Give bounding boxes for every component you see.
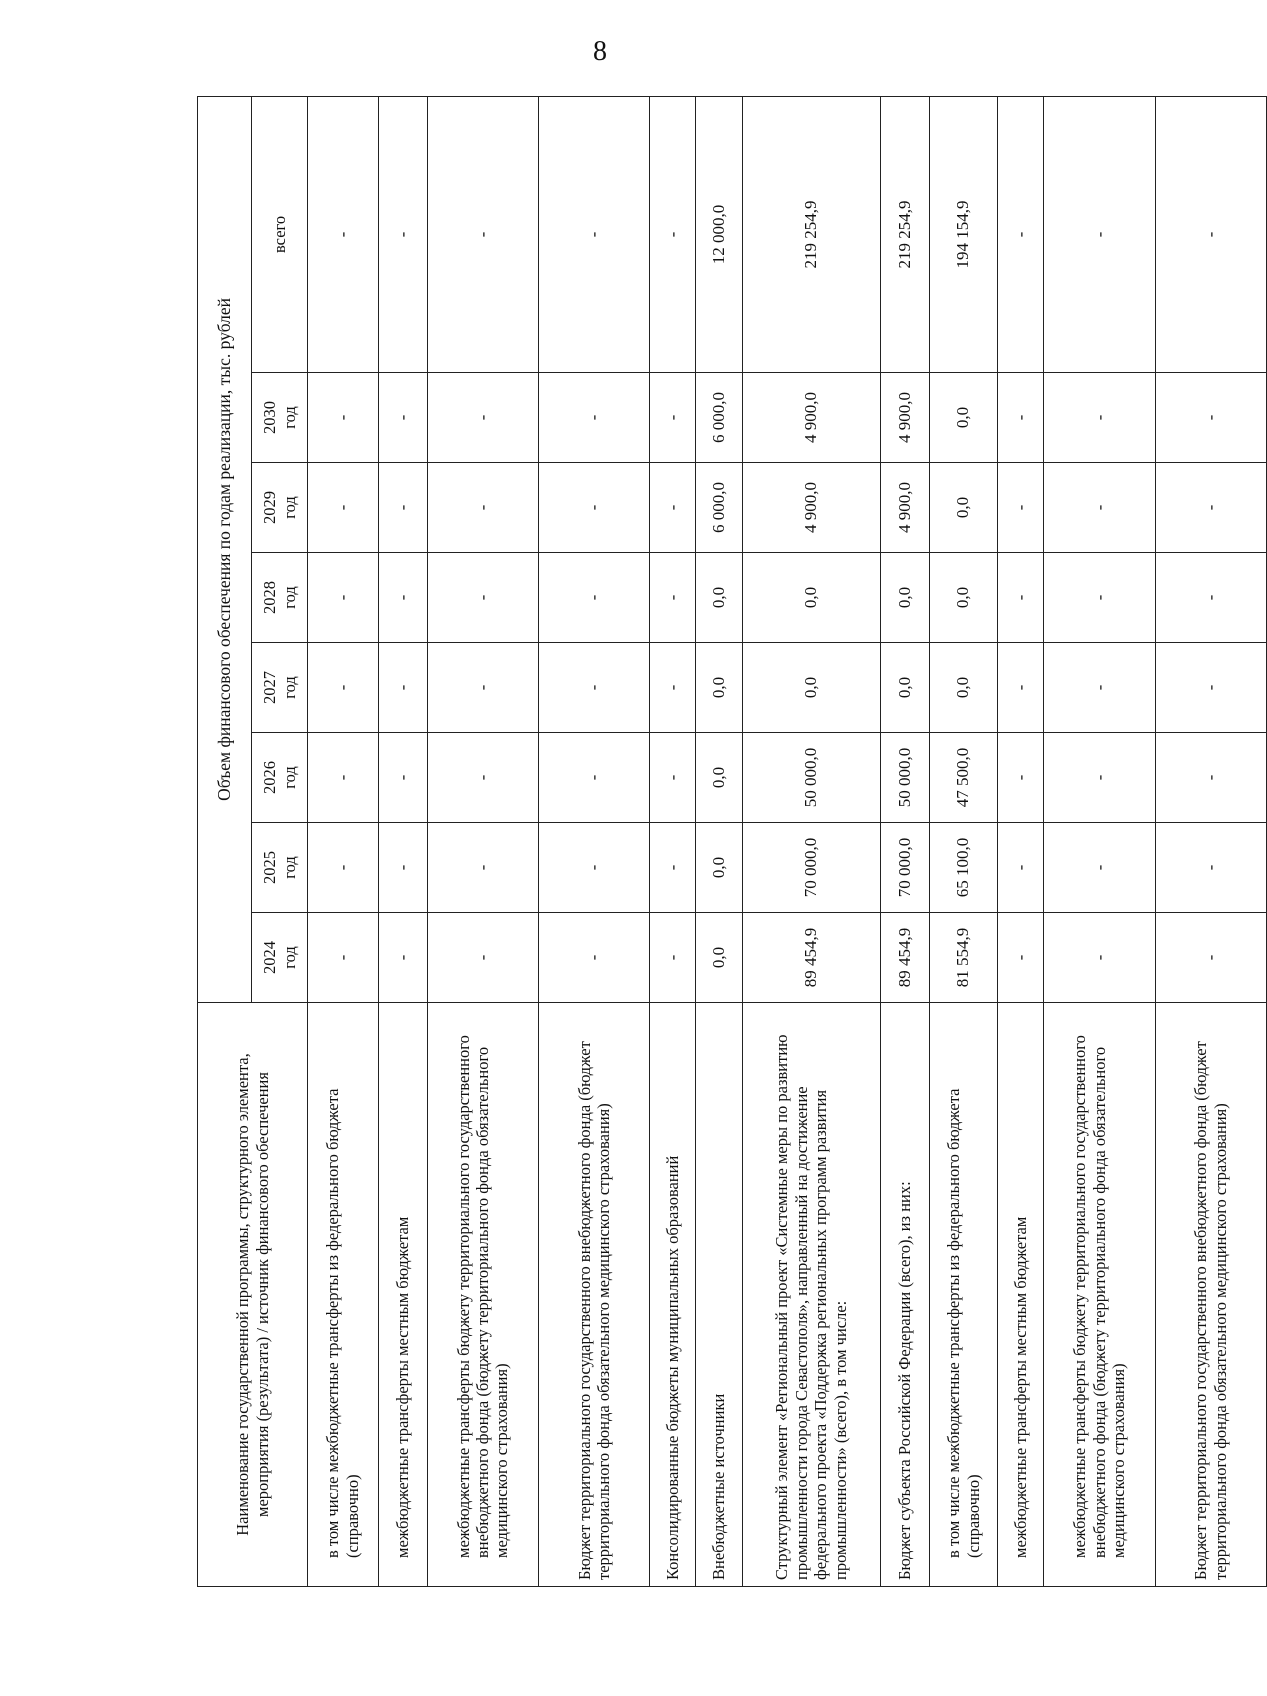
row-label: Бюджет территориального государственного внебюджетного фонда (бюджет территориального фонда обязательного медицинского страхования) bbox=[1155, 1003, 1267, 1587]
value-cell: 0,0 bbox=[696, 823, 742, 913]
row-label: межбюджетные трансферты местным бюджетам bbox=[997, 1003, 1043, 1587]
value-cell: 4 900,0 bbox=[742, 463, 881, 553]
table-row bbox=[308, 96, 379, 1586]
value-cell: 0,0 bbox=[696, 553, 742, 643]
total-header: всего bbox=[252, 96, 308, 372]
value-cell: - bbox=[308, 553, 379, 643]
value-cell: - bbox=[1044, 553, 1155, 643]
table-row bbox=[997, 96, 1043, 1586]
name-column-header: Наименование государственной программы, структурного элемента, мероприятия (результата) / источник финансового обеспечения bbox=[198, 1003, 308, 1587]
year-header: 2028 год bbox=[252, 553, 308, 643]
value-cell: 0,0 bbox=[930, 373, 998, 463]
value-cell: - bbox=[1044, 913, 1155, 1003]
value-cell: - bbox=[650, 553, 696, 643]
value-cell: - bbox=[378, 463, 427, 553]
year-header: 2030 год bbox=[252, 373, 308, 463]
value-cell: 89 454,9 bbox=[881, 913, 930, 1003]
value-cell: - bbox=[378, 823, 427, 913]
year-header: 2025 год bbox=[252, 823, 308, 913]
row-label: межбюджетные трансферты бюджету территориального государственного внебюджетного фонда (бюджету территориального фонда обязательного медицинского страхования) bbox=[1044, 1003, 1155, 1587]
value-cell: - bbox=[650, 373, 696, 463]
value-cell: 0,0 bbox=[696, 913, 742, 1003]
value-cell: 50 000,0 bbox=[742, 733, 881, 823]
value-cell: - bbox=[538, 373, 649, 463]
value-cell: 0,0 bbox=[881, 553, 930, 643]
year-header: 2029 год bbox=[252, 463, 308, 553]
total-cell: 219 254,9 bbox=[881, 96, 930, 372]
value-cell: - bbox=[378, 643, 427, 733]
year-header: 2026 год bbox=[252, 733, 308, 823]
value-cell: - bbox=[538, 913, 649, 1003]
value-cell: - bbox=[997, 553, 1043, 643]
row-label: Внебюджетные источники bbox=[696, 1003, 742, 1587]
value-cell: - bbox=[538, 733, 649, 823]
value-cell: - bbox=[538, 823, 649, 913]
value-cell: - bbox=[1044, 823, 1155, 913]
value-cell: - bbox=[1155, 823, 1267, 913]
row-label: межбюджетные трансферты местным бюджетам bbox=[378, 1003, 427, 1587]
value-cell: 47 500,0 bbox=[930, 733, 998, 823]
total-cell: - bbox=[1044, 96, 1155, 372]
value-cell: 4 900,0 bbox=[881, 373, 930, 463]
table-row bbox=[650, 96, 696, 1586]
value-cell: - bbox=[1155, 643, 1267, 733]
value-cell: 4 900,0 bbox=[881, 463, 930, 553]
value-cell: - bbox=[1155, 913, 1267, 1003]
total-cell: - bbox=[378, 96, 427, 372]
value-cell: 0,0 bbox=[930, 553, 998, 643]
value-cell: - bbox=[308, 913, 379, 1003]
value-cell: - bbox=[427, 373, 538, 463]
value-cell: - bbox=[308, 373, 379, 463]
value-cell: - bbox=[997, 643, 1043, 733]
total-cell: - bbox=[1155, 96, 1267, 372]
value-cell: 89 454,9 bbox=[742, 913, 881, 1003]
value-cell: 0,0 bbox=[696, 733, 742, 823]
value-cell: - bbox=[997, 733, 1043, 823]
value-cell: 0,0 bbox=[742, 553, 881, 643]
value-cell: 50 000,0 bbox=[881, 733, 930, 823]
total-cell: 194 154,9 bbox=[930, 96, 998, 372]
total-cell: 219 254,9 bbox=[742, 96, 881, 372]
table-row bbox=[742, 96, 881, 1586]
table-row bbox=[1155, 96, 1267, 1586]
row-label: Структурный элемент «Региональный проект «Системные меры по развитию промышленности города Севастополя», направленный на достижение федерального проекта «Поддержка региональных программ развития промышленности» (всего), в том числе: bbox=[742, 1003, 881, 1587]
value-cell: - bbox=[997, 373, 1043, 463]
financing-group-header: Объем финансового обеспечения по годам реализации, тыс. рублей bbox=[198, 96, 252, 1002]
row-label: Консолидированные бюджеты муниципальных образований bbox=[650, 1003, 696, 1587]
value-cell: 6 000,0 bbox=[696, 463, 742, 553]
value-cell: - bbox=[427, 643, 538, 733]
value-cell: - bbox=[1044, 373, 1155, 463]
value-cell: - bbox=[650, 823, 696, 913]
value-cell: 70 000,0 bbox=[881, 823, 930, 913]
rotated-table-container bbox=[197, 97, 1267, 1587]
value-cell: - bbox=[427, 733, 538, 823]
value-cell: - bbox=[1155, 463, 1267, 553]
value-cell: 6 000,0 bbox=[696, 373, 742, 463]
value-cell: - bbox=[427, 913, 538, 1003]
value-cell: - bbox=[650, 463, 696, 553]
value-cell: - bbox=[378, 913, 427, 1003]
value-cell: - bbox=[378, 553, 427, 643]
table-body bbox=[308, 96, 1267, 1586]
year-header: 2024 год bbox=[252, 913, 308, 1003]
row-label: межбюджетные трансферты бюджету территориального государственного внебюджетного фонда (бюджету территориального фонда обязательного медицинского страхования) bbox=[427, 1003, 538, 1587]
value-cell: - bbox=[378, 373, 427, 463]
table-row bbox=[930, 96, 998, 1586]
value-cell: - bbox=[427, 823, 538, 913]
financing-table bbox=[197, 96, 1267, 1587]
total-cell: - bbox=[308, 96, 379, 372]
value-cell: 4 900,0 bbox=[742, 373, 881, 463]
total-cell: - bbox=[650, 96, 696, 372]
total-cell: 12 000,0 bbox=[696, 96, 742, 372]
value-cell: 0,0 bbox=[696, 643, 742, 733]
value-cell: - bbox=[1044, 463, 1155, 553]
row-label: Бюджет территориального государственного внебюджетного фонда (бюджет территориального фонда обязательного медицинского страхования) bbox=[538, 1003, 649, 1587]
value-cell: 0,0 bbox=[930, 643, 998, 733]
value-cell: 81 554,9 bbox=[930, 913, 998, 1003]
value-cell: - bbox=[997, 913, 1043, 1003]
table-row bbox=[538, 96, 649, 1586]
value-cell: - bbox=[308, 463, 379, 553]
value-cell: - bbox=[308, 823, 379, 913]
row-label: в том числе межбюджетные трансферты из федерального бюджета (справочно) bbox=[308, 1003, 379, 1587]
value-cell: - bbox=[1155, 733, 1267, 823]
value-cell: - bbox=[997, 463, 1043, 553]
value-cell: - bbox=[538, 553, 649, 643]
value-cell: - bbox=[538, 463, 649, 553]
value-cell: - bbox=[308, 643, 379, 733]
value-cell: - bbox=[308, 733, 379, 823]
value-cell: - bbox=[650, 733, 696, 823]
value-cell: - bbox=[427, 553, 538, 643]
value-cell: 0,0 bbox=[742, 643, 881, 733]
value-cell: - bbox=[1044, 733, 1155, 823]
value-cell: - bbox=[1044, 643, 1155, 733]
row-label: Бюджет субъекта Российской Федерации (всего), из них: bbox=[881, 1003, 930, 1587]
value-cell: - bbox=[378, 733, 427, 823]
year-header: 2027 год bbox=[252, 643, 308, 733]
table-row bbox=[696, 96, 742, 1586]
value-cell: - bbox=[997, 823, 1043, 913]
value-cell: - bbox=[538, 643, 649, 733]
value-cell: 65 100,0 bbox=[930, 823, 998, 913]
table-row bbox=[1044, 96, 1155, 1586]
value-cell: - bbox=[650, 643, 696, 733]
value-cell: - bbox=[1155, 373, 1267, 463]
value-cell: 70 000,0 bbox=[742, 823, 881, 913]
table-row bbox=[427, 96, 538, 1586]
value-cell: 0,0 bbox=[930, 463, 998, 553]
value-cell: - bbox=[650, 913, 696, 1003]
page-number: 8 bbox=[593, 36, 607, 67]
value-cell: 0,0 bbox=[881, 643, 930, 733]
table-row bbox=[881, 96, 930, 1586]
row-label: в том числе межбюджетные трансферты из федерального бюджета (справочно) bbox=[930, 1003, 998, 1587]
value-cell: - bbox=[1155, 553, 1267, 643]
total-cell: - bbox=[997, 96, 1043, 372]
table-row bbox=[378, 96, 427, 1586]
total-cell: - bbox=[427, 96, 538, 372]
value-cell: - bbox=[427, 463, 538, 553]
total-cell: - bbox=[538, 96, 649, 372]
